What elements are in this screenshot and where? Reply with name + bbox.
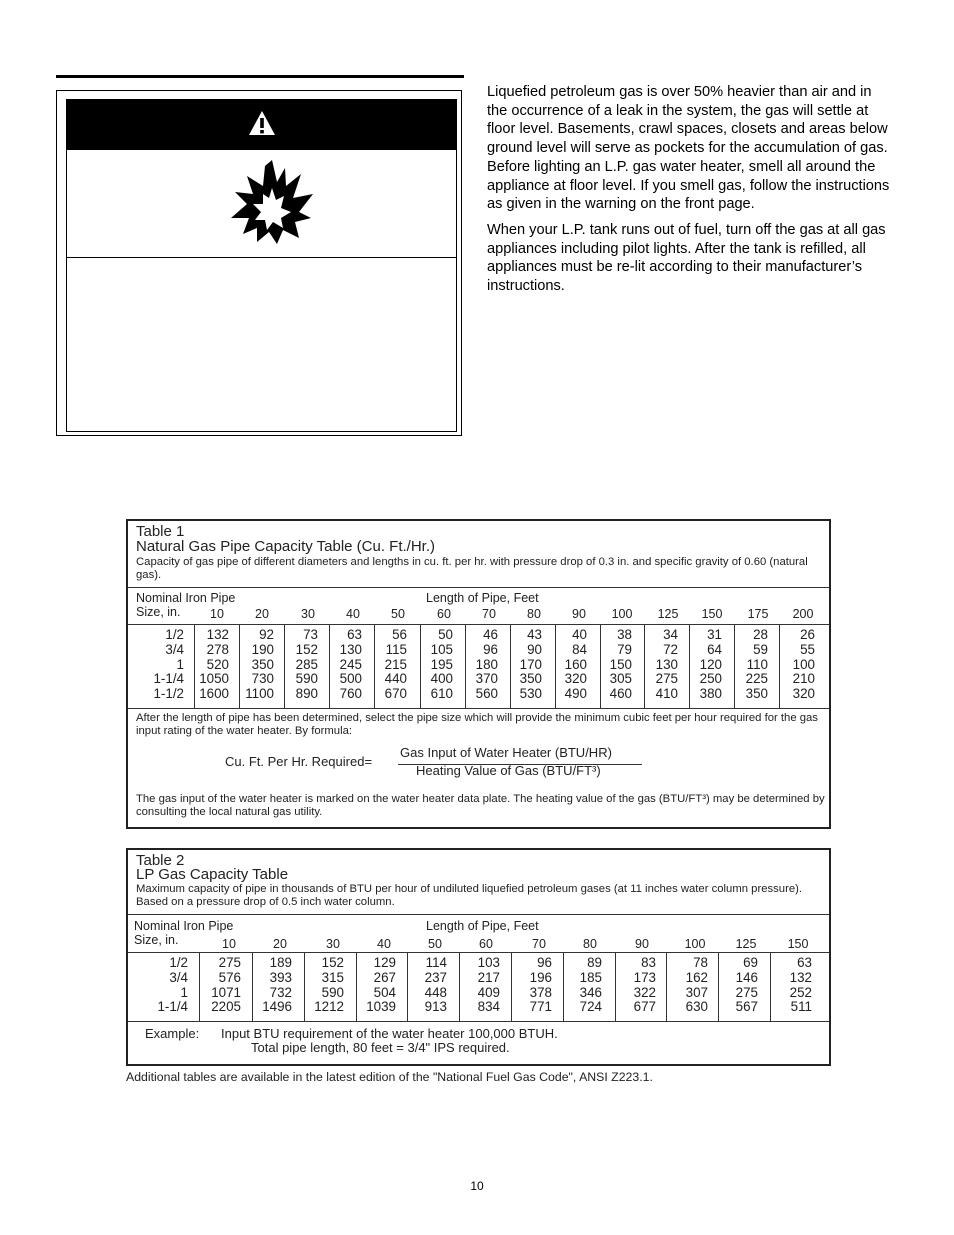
table-cell: 114 <box>425 955 447 970</box>
length-header: 175 <box>747 607 769 621</box>
page-number: 10 <box>470 1179 484 1193</box>
value-column <box>407 956 447 1015</box>
pipe-size-cell: 1-1/2 <box>153 686 184 702</box>
table-cell: 245 <box>339 656 362 672</box>
table-cell: 100 <box>792 656 815 672</box>
table-2-size-label: Size, in. <box>134 933 179 947</box>
table-cell: 305 <box>609 671 632 687</box>
table-1-title: Natural Gas Pipe Capacity Table (Cu. Ft./Hr.) <box>136 538 436 555</box>
table-cell: 1050 <box>199 671 229 687</box>
table-cell: 409 <box>477 984 500 1000</box>
pipe-size-cell: 3/4 <box>165 641 184 657</box>
table-cell: 315 <box>321 969 344 985</box>
warning-box <box>66 99 457 432</box>
table-cell: 190 <box>251 641 274 657</box>
length-header: 100 <box>611 607 633 621</box>
table-cell: 152 <box>295 641 318 657</box>
table-cell: 120 <box>699 656 722 672</box>
table-cell: 90 <box>527 641 542 657</box>
value-column <box>465 628 498 702</box>
table-cell: 670 <box>384 686 407 702</box>
length-header: 80 <box>583 937 597 951</box>
length-header: 200 <box>792 607 814 621</box>
table-cell: 150 <box>609 656 632 672</box>
table-cell: 196 <box>529 969 552 985</box>
table-cell: 724 <box>579 999 602 1015</box>
table-cell: 448 <box>424 984 447 1000</box>
value-column <box>510 628 542 702</box>
value-column <box>459 956 500 1015</box>
pipe-size-cell: 1/2 <box>165 627 184 642</box>
table-cell: 162 <box>685 969 708 985</box>
table-cell: 59 <box>753 641 768 657</box>
length-header: 150 <box>787 937 809 951</box>
table-2-header <box>128 850 829 915</box>
table-cell: 1212 <box>314 999 344 1015</box>
value-column <box>689 628 722 702</box>
table-cell: 440 <box>384 671 407 687</box>
table-cell: 590 <box>321 984 344 1000</box>
table-2-label: Table 2 <box>136 852 185 869</box>
value-column <box>555 628 587 702</box>
table-cell: 129 <box>373 955 396 970</box>
table-cell: 195 <box>430 656 453 672</box>
table-cell: 170 <box>519 656 542 672</box>
formula-numerator: Gas Input of Water Heater (BTU/HR) <box>400 745 612 760</box>
length-header: 30 <box>301 607 315 621</box>
table-2-footer <box>128 1021 829 1064</box>
table-cell: 677 <box>633 999 656 1015</box>
table-cell: 50 <box>438 627 453 642</box>
table-cell: 530 <box>519 686 542 702</box>
table-cell: 84 <box>572 641 587 657</box>
table-2-length-label: Length of Pipe, Feet <box>426 919 539 933</box>
table-cell: 225 <box>745 671 768 687</box>
table-cell: 267 <box>373 969 396 985</box>
table-1-body <box>128 624 829 709</box>
value-column <box>779 628 815 702</box>
length-header: 90 <box>635 937 649 951</box>
table-cell: 322 <box>633 984 656 1000</box>
formula-denominator: Heating Value of Gas (BTU/FT³) <box>416 763 601 778</box>
table-1-length-label: Length of Pipe, Feet <box>426 591 539 605</box>
value-column <box>252 956 292 1015</box>
length-header: 20 <box>255 607 269 621</box>
table-cell: 307 <box>685 984 708 1000</box>
table-cell: 78 <box>693 955 708 970</box>
value-column <box>199 956 241 1015</box>
table-cell: 28 <box>753 627 768 642</box>
example-line-1: Input BTU requirement of the water heater 100,000 BTUH. <box>221 1026 558 1041</box>
table-cell: 890 <box>295 686 318 702</box>
value-column <box>374 628 407 702</box>
length-header: 10 <box>222 937 236 951</box>
pipe-size-cell: 3/4 <box>169 969 188 985</box>
table-cell: 560 <box>475 686 498 702</box>
pipe-size-cell: 1 <box>176 656 184 672</box>
value-column <box>511 956 552 1015</box>
length-header: 60 <box>479 937 493 951</box>
table-cell: 38 <box>617 627 632 642</box>
length-header: 50 <box>391 607 405 621</box>
length-header: 150 <box>701 607 723 621</box>
table-cell: 275 <box>655 671 678 687</box>
table-1-header <box>128 521 829 588</box>
value-column <box>420 628 453 702</box>
table-cell: 1600 <box>199 686 229 702</box>
length-header: 60 <box>437 607 451 621</box>
table-cell: 31 <box>707 627 722 642</box>
table-cell: 350 <box>251 656 274 672</box>
length-header: 20 <box>273 937 287 951</box>
table-1-after-text: After the length of pipe has been determined, select the pipe size which will provide the minimum cubic feet per hour required for the gas input rating of the water heater. By formula: <box>136 712 818 737</box>
table-cell: 180 <box>475 656 498 672</box>
table-cell: 72 <box>663 641 678 657</box>
table-cell: 400 <box>430 671 453 687</box>
table-cell: 215 <box>384 656 407 672</box>
length-header: 100 <box>684 937 706 951</box>
length-header: 90 <box>572 607 586 621</box>
pipe-size-column <box>128 628 184 702</box>
warning-text-area <box>67 258 456 431</box>
table-1-footer <box>128 708 829 825</box>
table-cell: 83 <box>641 955 656 970</box>
length-header: 125 <box>735 937 757 951</box>
value-column <box>718 956 758 1015</box>
table-cell: 69 <box>743 955 758 970</box>
table-cell: 237 <box>424 969 447 985</box>
table-cell: 92 <box>259 627 274 642</box>
table-2-nominal-label: Nominal Iron Pipe <box>134 919 234 933</box>
table-cell: 103 <box>477 955 500 970</box>
table-cell: 250 <box>699 671 722 687</box>
lp-gas-paragraph-2: When your L.P. tank runs out of fuel, turn off the gas at all gas appliances including pilot lights. After the tank is refilled, all appliances must be re-lit according to their manufacturer’s instructions. <box>487 221 886 295</box>
table-cell: 410 <box>655 686 678 702</box>
table-cell: 79 <box>617 641 632 657</box>
table-2-lp-gas <box>126 848 831 1066</box>
table-cell: 1100 <box>245 686 274 702</box>
value-column <box>194 628 229 702</box>
table-cell: 105 <box>430 641 453 657</box>
table-cell: 511 <box>790 999 812 1015</box>
table-cell: 275 <box>218 955 241 970</box>
table-cell: 173 <box>633 969 656 985</box>
length-header: 80 <box>527 607 541 621</box>
table-cell: 130 <box>655 656 678 672</box>
table-cell: 760 <box>339 686 362 702</box>
table-cell: 346 <box>579 984 602 1000</box>
table-cell: 590 <box>295 671 318 687</box>
table-cell: 110 <box>746 656 768 672</box>
length-header: 70 <box>532 937 546 951</box>
length-header: 40 <box>346 607 360 621</box>
table-cell: 89 <box>587 955 602 970</box>
table-cell: 913 <box>424 999 447 1015</box>
value-column <box>304 956 344 1015</box>
table-2-column-header <box>128 914 829 953</box>
table-cell: 185 <box>579 969 602 985</box>
table-cell: 96 <box>483 641 498 657</box>
table-cell: 504 <box>373 984 396 1000</box>
table-1-nominal-label: Nominal Iron Pipe <box>136 591 236 605</box>
table-cell: 63 <box>797 955 812 970</box>
table-cell: 834 <box>477 999 500 1015</box>
table-1-natural-gas <box>126 519 831 829</box>
length-header: 30 <box>326 937 340 951</box>
table-cell: 732 <box>269 984 292 1000</box>
table-cell: 55 <box>800 641 815 657</box>
table-cell: 393 <box>269 969 292 985</box>
formula-left: Cu. Ft. Per Hr. Required= <box>225 754 373 769</box>
table-cell: 43 <box>527 627 542 642</box>
table-cell: 46 <box>483 627 498 642</box>
table-cell: 132 <box>789 969 812 985</box>
table-1-description: Capacity of gas pipe of different diameters and lengths in cu. ft. per hr. with pressure drop of 0.3 in. and specific gravity of 0.60 (natural gas). <box>136 556 808 581</box>
lp-gas-paragraph-1: Liquefied petroleum gas is over 50% heavier than air and in the occurrence of a leak in the system, the gas will settle at floor level. Basements, crawl spaces, closets and areas below ground level will serve as pockets for the accumulation of gas. Before lighting an L.P. gas water heater, smell all around the appliance at floor level. If you smell gas, follow the instructions as given in the warning on the front page. <box>487 84 890 213</box>
table-cell: 567 <box>735 999 758 1015</box>
table-cell: 40 <box>572 627 587 642</box>
table-1-column-header <box>128 587 829 625</box>
table-cell: 320 <box>564 671 587 687</box>
table-2-title: LP Gas Capacity Table <box>136 866 289 883</box>
table-cell: 146 <box>735 969 758 985</box>
table-cell: 189 <box>269 955 292 970</box>
table-cell: 320 <box>792 686 815 702</box>
length-header: 125 <box>657 607 679 621</box>
value-column <box>770 956 812 1015</box>
table-cell: 64 <box>707 641 722 657</box>
table-cell: 350 <box>519 671 542 687</box>
value-column <box>284 628 318 702</box>
table-cell: 275 <box>735 984 758 1000</box>
top-rule <box>56 75 464 78</box>
length-header: 40 <box>377 937 391 951</box>
example-line-2: Total pipe length, 80 feet = 3/4" IPS required. <box>251 1040 510 1055</box>
pipe-size-cell: 1/2 <box>169 955 188 970</box>
pipe-size-cell: 1-1/4 <box>157 999 188 1015</box>
table-cell: 210 <box>792 671 815 687</box>
length-header: 70 <box>482 607 496 621</box>
length-header: 50 <box>428 937 442 951</box>
length-header: 10 <box>210 607 224 621</box>
table-cell: 26 <box>800 627 815 642</box>
value-column <box>563 956 602 1015</box>
value-column <box>329 628 362 702</box>
table-cell: 63 <box>347 627 362 642</box>
lp-gas-info <box>487 83 892 303</box>
value-column <box>615 956 656 1015</box>
table-cell: 730 <box>251 671 274 687</box>
table-cell: 500 <box>339 671 362 687</box>
table-cell: 1496 <box>262 999 292 1015</box>
table-cell: 96 <box>537 955 552 970</box>
table-cell: 160 <box>564 656 587 672</box>
value-column <box>600 628 632 702</box>
value-column <box>666 956 708 1015</box>
table-cell: 1039 <box>366 999 396 1015</box>
table-2-description: Maximum capacity of pipe in thousands of BTU per hour of undiluted liquefied petroleum gases (at 11 inches water column pressure). Based on a pressure drop of 0.5 inch water column. <box>136 883 803 908</box>
table-cell: 2205 <box>211 999 241 1015</box>
value-column <box>734 628 768 702</box>
pipe-size-cell: 1 <box>180 984 188 1000</box>
additional-tables-note: Additional tables are available in the latest edition of the "National Fuel Gas Code", ANSI Z223.1. <box>126 1070 653 1084</box>
table-cell: 285 <box>295 656 318 672</box>
table-cell: 132 <box>206 627 229 642</box>
value-column <box>356 956 396 1015</box>
pipe-size-column <box>128 956 188 1015</box>
warning-pictogram <box>67 150 456 258</box>
table-cell: 217 <box>477 969 500 985</box>
table-cell: 34 <box>663 627 678 642</box>
table-cell: 56 <box>392 627 407 642</box>
pipe-size-cell: 1-1/4 <box>153 671 184 687</box>
table-cell: 630 <box>685 999 708 1015</box>
table-cell: 115 <box>385 641 407 657</box>
table-cell: 1071 <box>211 984 241 1000</box>
table-1-footer-text: The gas input of the water heater is marked on the water heater data plate. The heating value of the gas (BTU/FT³) may be determined by consulting the local natural gas utility. <box>136 793 825 818</box>
explosion-icon <box>227 158 317 248</box>
value-column <box>239 628 274 702</box>
table-cell: 380 <box>699 686 722 702</box>
table-cell: 73 <box>303 627 318 642</box>
table-cell: 378 <box>529 984 552 1000</box>
table-cell: 520 <box>206 656 229 672</box>
table-cell: 576 <box>218 969 241 985</box>
table-cell: 370 <box>475 671 498 687</box>
table-cell: 130 <box>339 641 362 657</box>
table-1-label: Table 1 <box>136 523 185 540</box>
table-2-body <box>128 952 829 1022</box>
table-cell: 252 <box>789 984 812 1000</box>
table-cell: 610 <box>430 686 453 702</box>
table-cell: 460 <box>609 686 632 702</box>
value-column <box>644 628 678 702</box>
table-cell: 490 <box>564 686 587 702</box>
table-1-size-label: Size, in. <box>136 605 181 619</box>
table-cell: 278 <box>206 641 229 657</box>
table-cell: 350 <box>745 686 768 702</box>
example-label: Example: <box>145 1026 200 1041</box>
table-cell: 152 <box>321 955 344 970</box>
table-cell: 771 <box>529 999 552 1015</box>
warning-header <box>67 100 456 150</box>
warning-triangle-icon <box>248 110 276 141</box>
